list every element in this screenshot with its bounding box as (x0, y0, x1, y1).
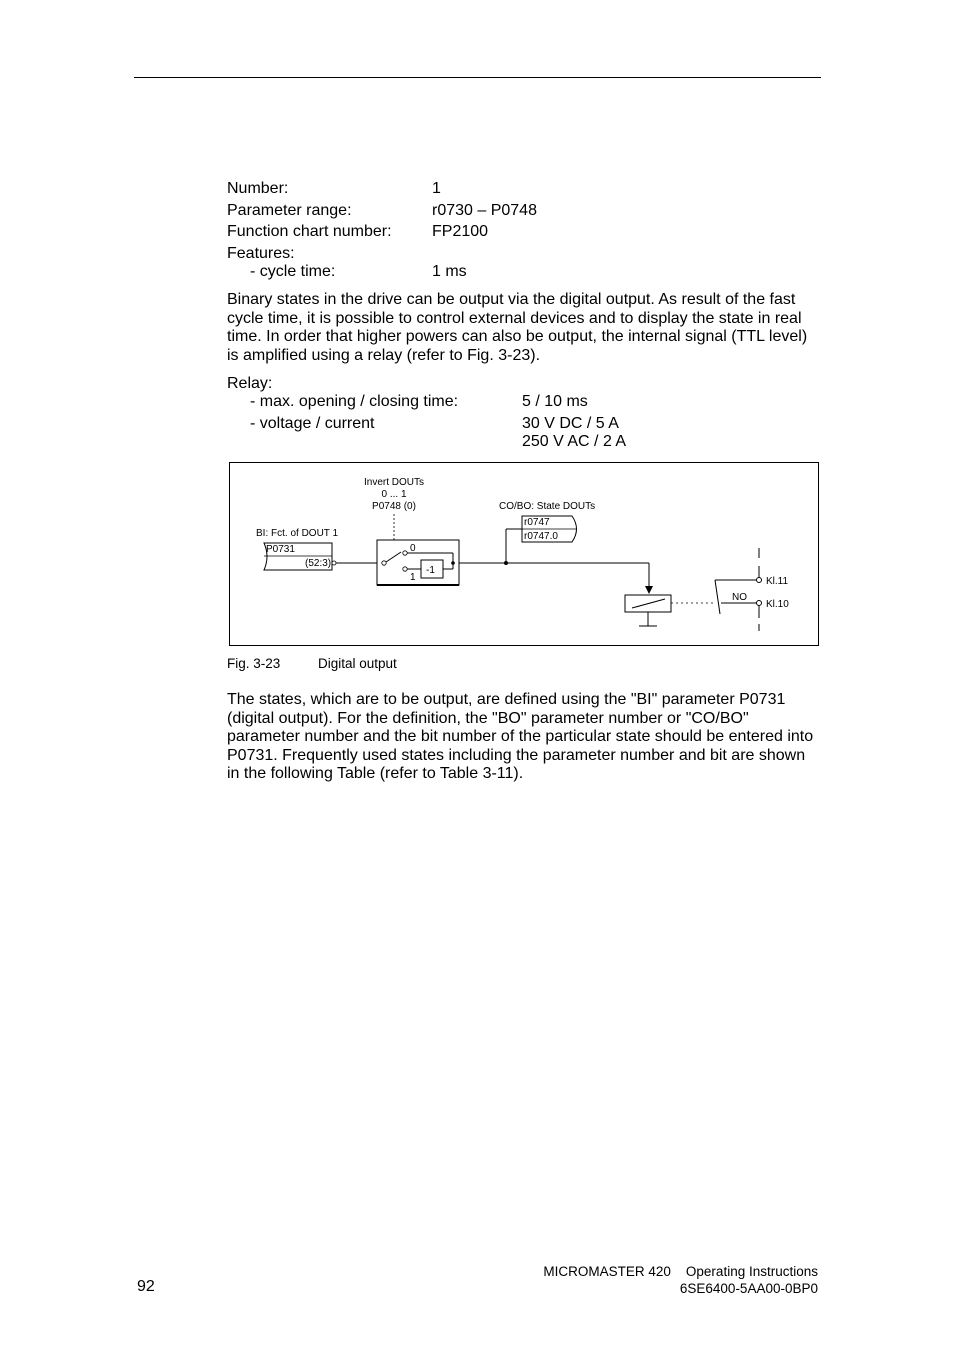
switch-output-dot (451, 561, 455, 565)
switch-terminal-1 (403, 567, 407, 571)
relay-arrow (645, 586, 653, 594)
cycle-time-label: - cycle time: (250, 263, 336, 280)
relay-opening-value: 5 / 10 ms (522, 393, 588, 410)
relay-voltage-label: - voltage / current (250, 415, 375, 432)
state-param1-label: r0747 (524, 517, 550, 528)
bi-output-dot (332, 561, 336, 565)
relay-opening-label: - max. opening / closing time: (250, 393, 459, 410)
terminal-11-dot (757, 578, 762, 583)
relay-voltage-value-ac: 250 V AC / 2 A (522, 433, 627, 450)
invert-logic-label: -1 (426, 565, 435, 576)
footer-doc-code: 6SE6400-5AA00-0BP0 (679, 1281, 818, 1296)
figure-number: Fig. 3-23 (227, 656, 281, 671)
spec-label-function-chart: Function chart number: (227, 223, 392, 240)
switch-1-label: 1 (410, 572, 416, 583)
spec-value-number: 1 (432, 180, 441, 197)
no-contact-blade (715, 580, 720, 614)
intro-paragraph: Binary states in the drive can be output via the digital output. As result of the fast cycle time, it is possible to control external devices and to display the state in real time. In order that higher powers can also be output, the internal signal (TTL level) is amplified using a relay (refer to Fig. 3-23). (227, 291, 808, 364)
invert-range-label: 0 ... 1 (381, 489, 407, 500)
bi-title-label: BI: Fct. of DOUT 1 (256, 528, 339, 539)
header-rule (134, 77, 821, 78)
invert-param-label: P0748 (0) (372, 501, 416, 512)
digital-output-diagram (229, 462, 819, 646)
terminal-11-label: Kl.11 (766, 576, 789, 587)
spec-value-function-chart: FP2100 (432, 223, 489, 240)
state-title-label: CO/BO: State DOUTs (499, 501, 596, 512)
cycle-time-value: 1 ms (432, 263, 467, 280)
figure-caption: Digital output (318, 656, 397, 671)
no-contact-label: NO (732, 592, 747, 603)
switch-lever (386, 552, 401, 562)
bi-default-label: (52:3) (305, 558, 332, 569)
diagram-frame (230, 463, 819, 646)
footer-doc-title: MICROMASTER 420 Operating Instructions (543, 1264, 818, 1279)
state-param2-label: r0747.0 (524, 531, 558, 542)
switch-common-terminal (382, 561, 386, 565)
terminal-10-dot (757, 601, 762, 606)
features-label: Features: (227, 245, 295, 262)
invert-title-label: Invert DOUTs (363, 477, 425, 488)
relay-voltage-value-dc: 30 V DC / 5 A (522, 415, 619, 432)
bi-param-label: P0731 (266, 544, 295, 555)
relay-label: Relay: (227, 375, 273, 392)
spec-label-number: Number: (227, 180, 289, 197)
definition-paragraph: The states, which are to be output, are defined using the "BI" parameter P0731 (digital output). For the definition, the "BO" parameter number or "CO/BO" parameter number and the bit number of the particular state should be entered into P0731. Frequently used states including the parameter number and bit are shown in the following Table (refer to Table 3-11). (227, 691, 814, 782)
state-branch-dot (504, 561, 508, 565)
terminal-10-label: Kl.10 (766, 599, 789, 610)
spec-value-parameter-range: r0730 – P0748 (432, 202, 537, 219)
relay-coil-slash (632, 599, 665, 608)
switch-0-label: 0 (410, 543, 416, 554)
invert-switch-block (377, 540, 459, 585)
spec-label-parameter-range: Parameter range: (227, 202, 352, 219)
switch-terminal-0 (403, 551, 407, 555)
page-number: 92 (137, 1278, 155, 1295)
